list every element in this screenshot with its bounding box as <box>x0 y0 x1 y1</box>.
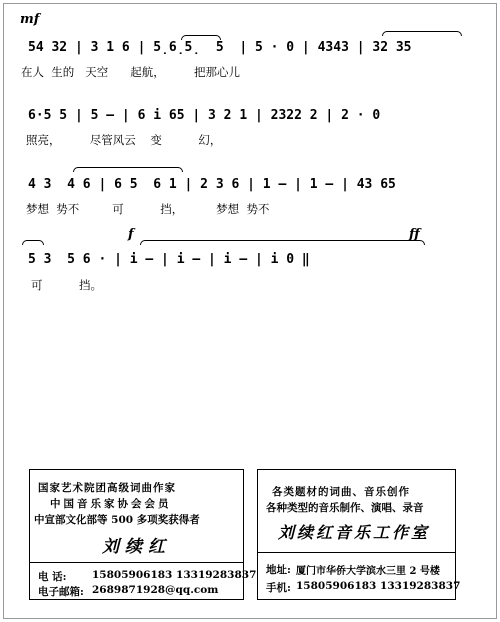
lyrics-row-1: 在人 生的 天空 起航， 把那心儿 <box>21 65 240 79</box>
title-line-1: 国家艺术院团高级词曲作家 <box>38 482 176 494</box>
title-line-3: 中宣部文化部等 500 多项奖获得者 <box>34 514 200 526</box>
composer-info-box <box>29 469 257 600</box>
slur <box>22 240 44 245</box>
phone-value: 15805906183 13319283837 <box>92 569 257 581</box>
lyrics-row-4: 可 挡。 <box>31 278 103 292</box>
divider <box>258 552 455 553</box>
tie-line <box>140 240 425 245</box>
title-line-2: 中国音乐家协会会员 <box>50 498 172 510</box>
studio-info-box <box>257 469 461 600</box>
lyrics-row-3: 梦想 势不 可 挡， 梦想 势不 <box>26 202 270 216</box>
slur <box>73 167 183 172</box>
signature: 刘续红 <box>102 537 171 557</box>
phone-label: 电 话: <box>38 571 67 583</box>
dynamic-mf: mf <box>20 12 40 27</box>
notes-row-4: 5 3 5 6 · | i — | i — | i — | i 0 ‖ <box>28 252 310 267</box>
dynamic-ff: ff <box>409 227 420 242</box>
address-label: 地址: <box>266 564 291 576</box>
studio-name: 刘续红音乐工作室 <box>278 523 431 542</box>
dynamic-f: f <box>128 227 134 242</box>
service-line-2: 各种类型的音乐制作、演唱、录音 <box>266 502 424 514</box>
email-value: 2689871928@qq.com <box>92 584 219 596</box>
email-label: 电子邮箱: <box>38 586 84 598</box>
notes-row-2: 6·5 5 | 5 — | 6 i 65 | 3 2 1 | 2322 2 | 2 · 0 <box>28 108 381 123</box>
slur <box>181 35 221 40</box>
service-line-1: 各类题材的词曲、音乐创作 <box>272 486 410 498</box>
notes-row-3: 4 3 4 6 | 6 5 6 1 | 2 3 6 | 1 — | 1 — | 43 65 <box>28 177 396 192</box>
lyrics-row-2: 照亮， 尽管风云 变 幻， <box>26 133 222 147</box>
notes-row-1: 54 32 | 3 1 6 | 5̣6̣5̣ 5 | 5 · 0 | 4343 | 32 35 <box>28 40 412 55</box>
slur <box>382 31 462 36</box>
mobile-label: 手机: <box>266 582 291 594</box>
divider <box>30 562 243 563</box>
address-value: 厦门市华侨大学滨水三里 2 号楼 <box>296 566 440 577</box>
mobile-value: 15805906183 13319283837 <box>296 580 461 592</box>
music-score <box>0 0 500 300</box>
